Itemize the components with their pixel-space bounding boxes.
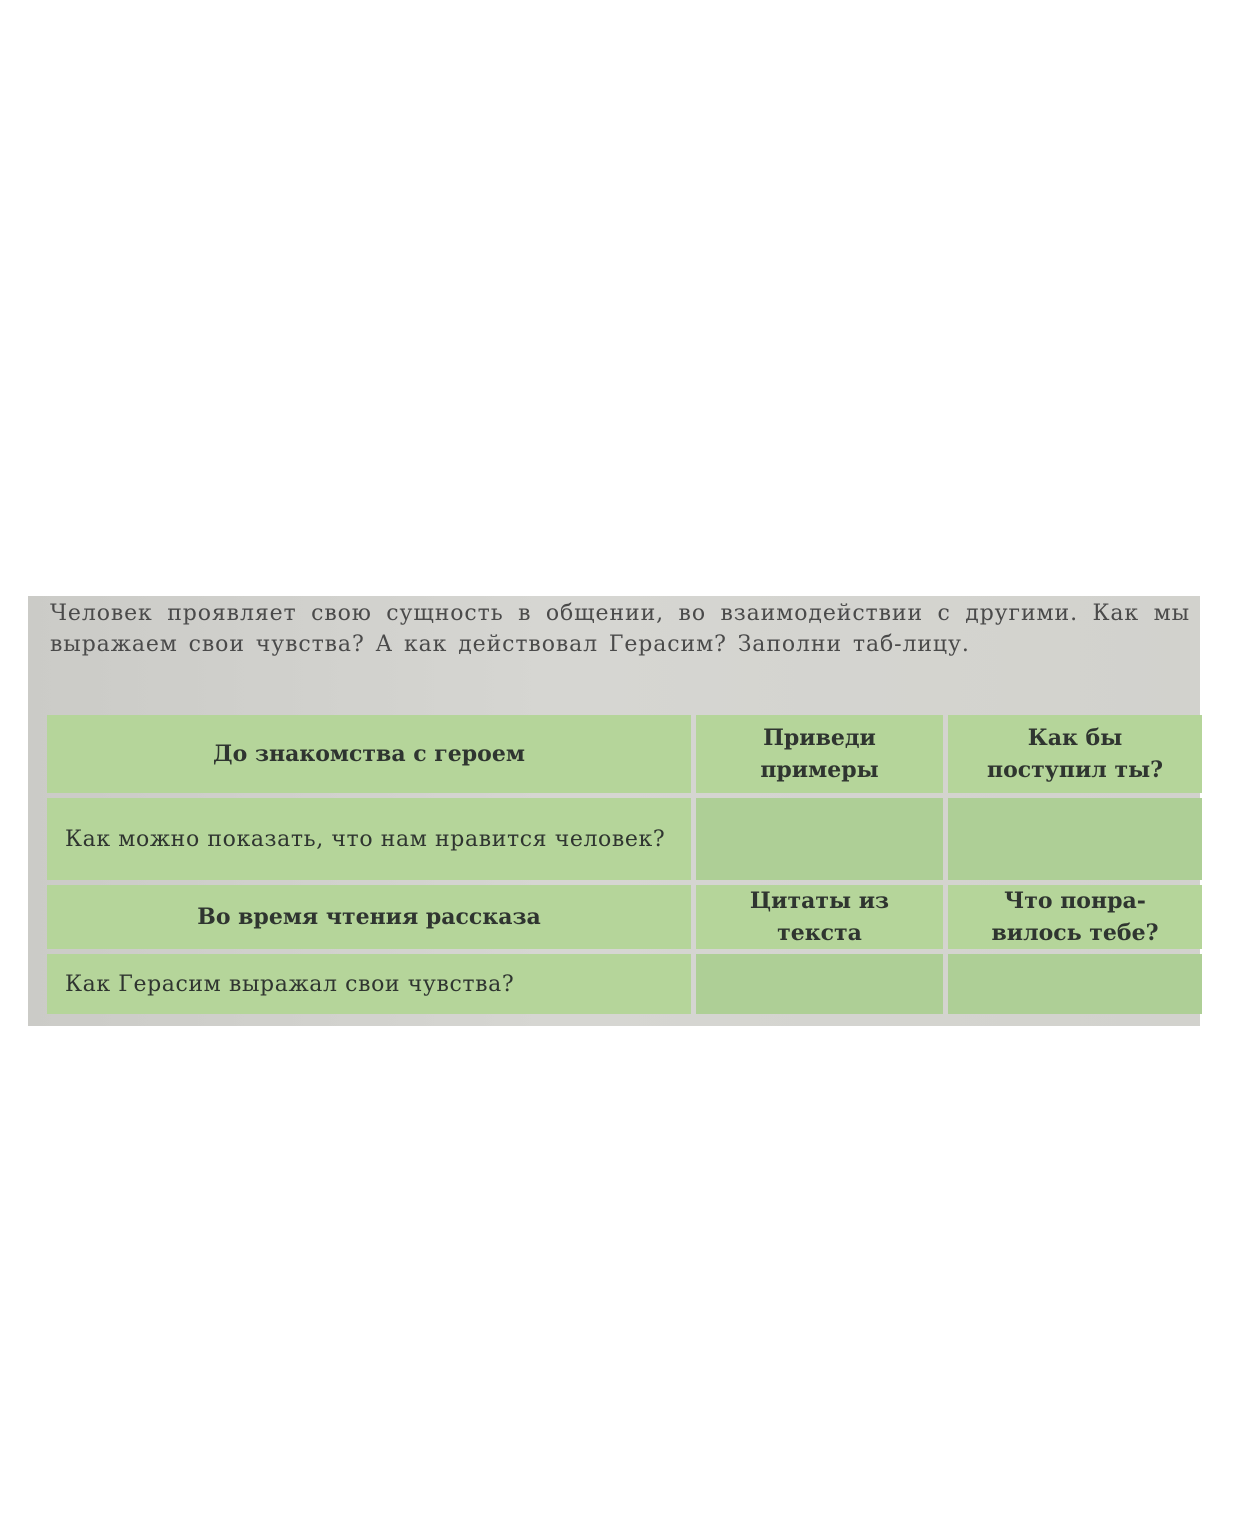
answer-cell-quotes[interactable] — [696, 954, 943, 1014]
column-header-your-action: Как бы поступил ты? — [948, 715, 1202, 793]
section-header-row-2 — [47, 885, 1202, 949]
section-header-row-1 — [47, 715, 1202, 793]
column-header-examples: Приведи примеры — [696, 715, 943, 793]
textbook-page — [28, 596, 1200, 1026]
task-table — [42, 710, 1207, 1019]
question-row-2 — [47, 954, 1202, 1014]
answer-cell-examples[interactable] — [696, 798, 943, 880]
section-title-before-meeting: До знакомства с героем — [47, 715, 691, 793]
answer-cell-liked[interactable] — [948, 954, 1202, 1014]
question-cell-2: Как Герасим выражал свои чувства? — [47, 954, 691, 1014]
question-row-1 — [47, 798, 1202, 880]
question-cell-1: Как можно показать, что нам нравится человек? — [47, 798, 691, 880]
section-title-while-reading: Во время чтения рассказа — [47, 885, 691, 949]
intro-paragraph: Человек проявляет свою сущность в общении, во взаимодействии с другими. Как мы выражаем свои чувства? А как действовал Герасим? Заполни таб-лицу. — [50, 601, 1190, 657]
answer-cell-your-action[interactable] — [948, 798, 1202, 880]
column-header-quotes: Цитаты из текста — [696, 885, 943, 949]
column-header-liked: Что понра-вилось тебе? — [948, 885, 1202, 949]
